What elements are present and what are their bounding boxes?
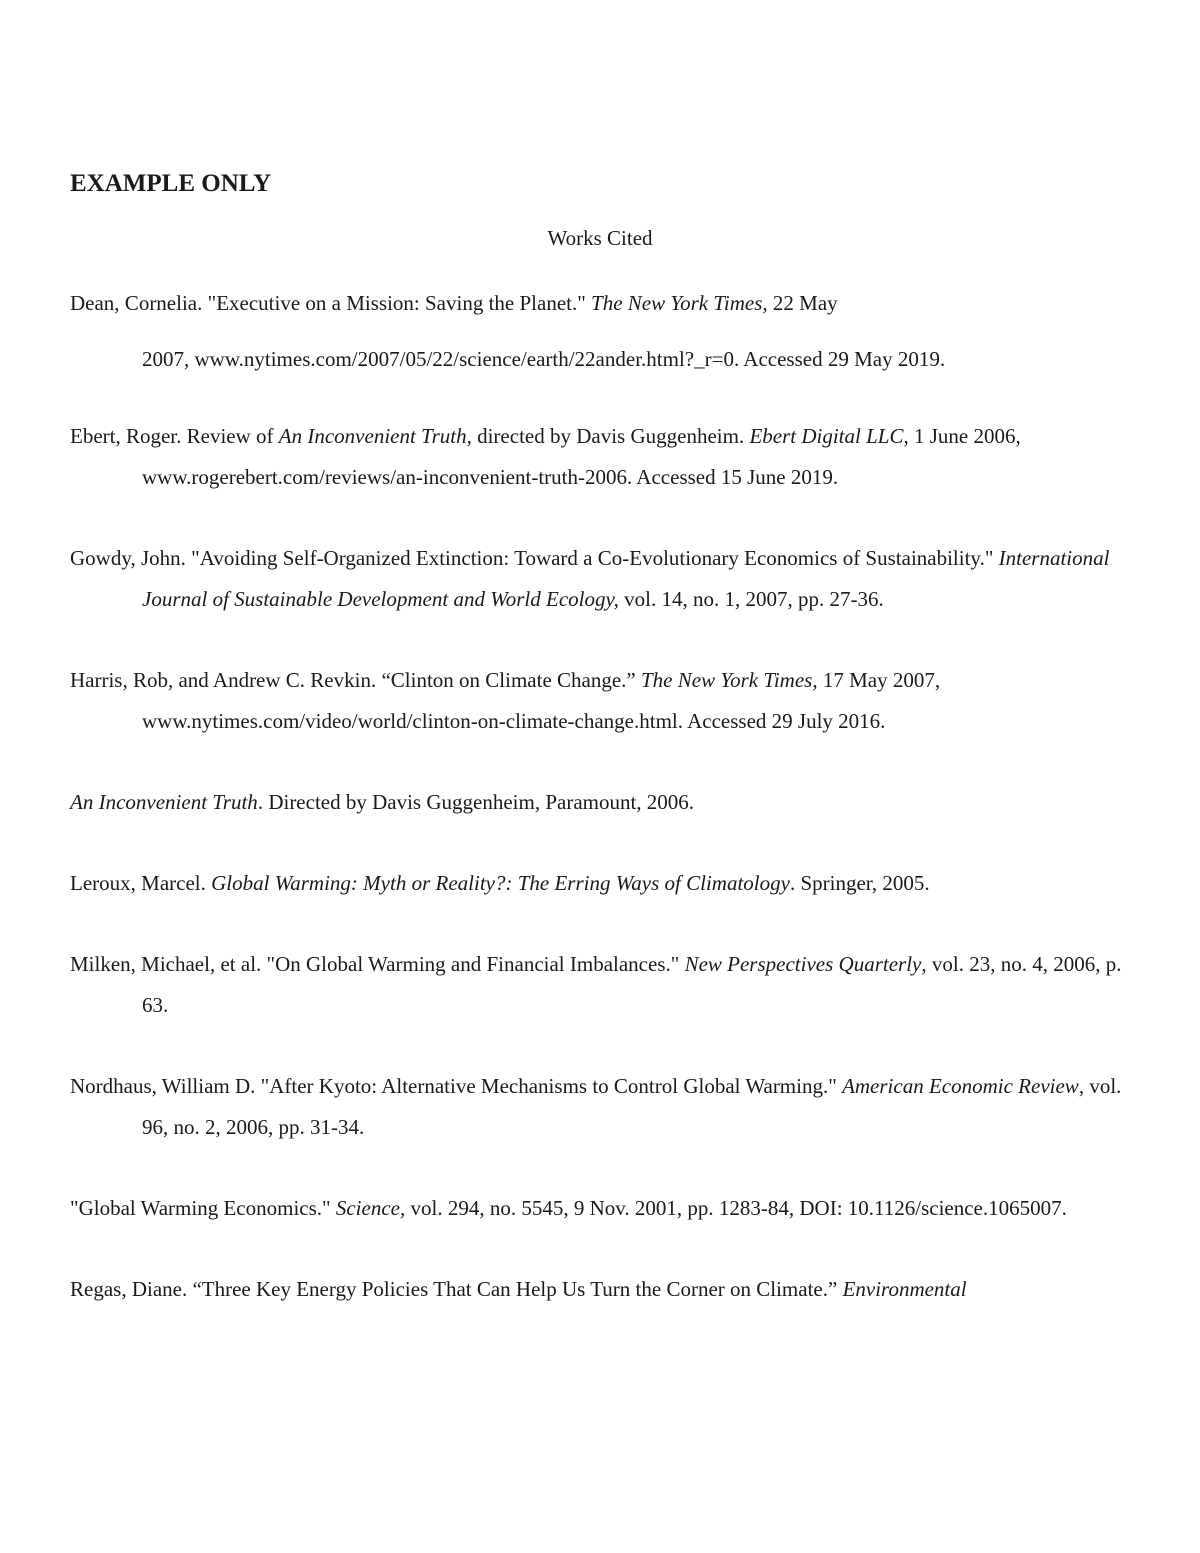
citation-text: vol. 14, no. 1, 2007, pp. 27-36. [618, 587, 884, 611]
citation-entry [70, 660, 1130, 742]
citation-text: , vol. 96, no. 2, 2006, pp. 31-34. [142, 1074, 1122, 1139]
citation-text: . Springer, 2005. [789, 871, 930, 895]
citation-italic-text: Environmental [842, 1277, 967, 1301]
citation-italic-text: American Economic Review [842, 1074, 1079, 1098]
citation-italic-text: An Inconvenient Truth [70, 790, 258, 814]
citation-text: Regas, Diane. “Three Key Energy Policies That Can Help Us Turn the Corner on Climate.” [70, 1277, 843, 1301]
citation-italic-text: An Inconvenient Truth [278, 424, 467, 448]
citation-text: Leroux, Marcel. [70, 871, 212, 895]
citation-italic-text: Ebert Digital LLC [749, 424, 904, 448]
citation-text: , 22 May 2007, www.nytimes.com/2007/05/22/science/earth/22ander.html?_r=0. Accessed 29 May 2019. [142, 291, 946, 371]
citation-text: , directed by Davis Guggenheim. [466, 424, 750, 448]
citation-text: vol. 294, no. 5545, 9 Nov. 2001, pp. 1283-84, DOI: 10.1126/science.1065007. [405, 1196, 1067, 1220]
citation-entry [70, 538, 1130, 620]
citation-text: . Directed by Davis Guggenheim, Paramount, 2006. [257, 790, 695, 814]
citation-text: Dean, Cornelia. "Executive on a Mission: Saving the Planet." [70, 291, 592, 315]
citation-text: "Global Warming Economics." [70, 1196, 336, 1220]
citation-italic-text: International Journal of Sustainable Development and World Ecology, [142, 546, 1110, 611]
citation-text: Harris, Rob, and Andrew C. Revkin. “Clinton on Climate Change.” [70, 668, 641, 692]
citation-text: Milken, Michael, et al. "On Global Warming and Financial Imbalances." [70, 952, 685, 976]
citation-text: Gowdy, John. "Avoiding Self-Organized Extinction: Toward a Co-Evolutionary Economics of Sustainability." [70, 546, 999, 570]
citation-italic-text: Science, [335, 1196, 406, 1220]
works-cited-title: Works Cited [547, 226, 653, 250]
citation-text: , 17 May 2007, www.nytimes.com/video/world/clinton-on-climate-change.html. Accessed 29 July 2016. [142, 668, 941, 733]
citation-italic-text: Global Warming: Myth or Reality?: The Erring Ways of Climatology [211, 871, 790, 895]
citation-text: Nordhaus, William D. "After Kyoto: Alternative Mechanisms to Control Global Warming." [70, 1074, 843, 1098]
citation-entry [70, 863, 1130, 904]
citation-italic-text: The New York Times [591, 291, 763, 315]
citation-entry [70, 1269, 1130, 1310]
citation-entry [70, 944, 1130, 1026]
citation-text: Ebert, Roger. Review of [70, 424, 279, 448]
citation-entry [70, 1188, 1130, 1229]
citation-italic-text: New Perspectives Quarterly [684, 952, 922, 976]
citation-entry [70, 275, 1130, 387]
citation-entry [70, 782, 1130, 823]
citation-text: , vol. 23, no. 4, 2006, p. 63. [142, 952, 1122, 1017]
citation-entry [70, 1066, 1130, 1148]
citation-text: , 1 June 2006, www.rogerebert.com/reviews/an-inconvenient-truth-2006. Accessed 15 June 2019. [142, 424, 1021, 489]
example-only-heading: EXAMPLE ONLY [70, 170, 272, 197]
works-cited-list [70, 282, 1130, 1310]
citation-italic-text: The New York Times [641, 668, 813, 692]
citation-entry [70, 416, 1130, 498]
